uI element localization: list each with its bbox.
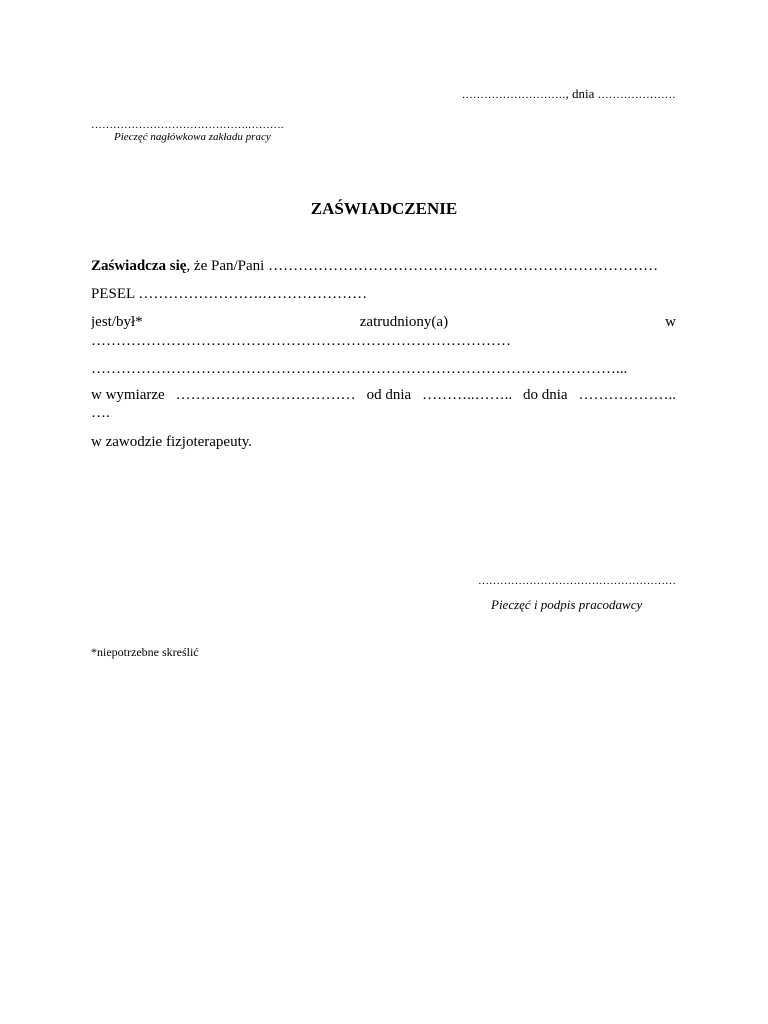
- body-line-employment: [91, 314, 676, 331]
- body-bold-phrase: Zaświadcza się: [91, 258, 187, 274]
- body-line-name: [91, 258, 676, 275]
- stamp-label: Pieczęć nagłówkowa zakładu pracy: [114, 131, 271, 143]
- body-line-employer-dots: …………………………………………………………………………: [91, 333, 511, 349]
- period-from-label: od dnia: [366, 387, 412, 403]
- date-line: [462, 86, 676, 102]
- period-extent-label: w wymiarze: [91, 387, 165, 403]
- employment-in: w: [665, 314, 676, 330]
- body-line-employer-dots-2: ……………………………………………………………………………………………...: [91, 361, 628, 377]
- place-dots: ……………………….: [461, 89, 566, 101]
- footnote: *niepotrzebne skreślić: [91, 645, 199, 659]
- stamp-dots: …………………………………….……….: [91, 119, 284, 131]
- date-word: , dnia: [565, 86, 595, 101]
- period-to-dots: ………………..: [578, 387, 676, 403]
- body-line-period-cont: ….: [91, 405, 110, 421]
- body-line-profession: w zawodzie fizjoterapeuty.: [91, 434, 253, 450]
- employment-status: jest/był*: [91, 314, 143, 330]
- employment-word: zatrudniony(a): [359, 314, 449, 330]
- period-to-label: do dnia: [522, 387, 568, 403]
- document-title: ZAŚWIADCZENIE: [310, 199, 458, 218]
- period-extent-dots: ………………………………: [175, 387, 356, 403]
- body-name-rest: , że Pan/Pani ……………………………………………………………………: [186, 258, 659, 274]
- body-line-pesel: PESEL …………………….…………………: [91, 286, 368, 302]
- body-line-period: [91, 387, 676, 404]
- signature-label: Pieczęć i podpis pracodawcy: [491, 597, 643, 612]
- date-dots: …………………: [597, 89, 676, 101]
- signature-dots: ………………………………………………: [478, 575, 676, 587]
- period-from-dots: ………..……..: [422, 387, 513, 403]
